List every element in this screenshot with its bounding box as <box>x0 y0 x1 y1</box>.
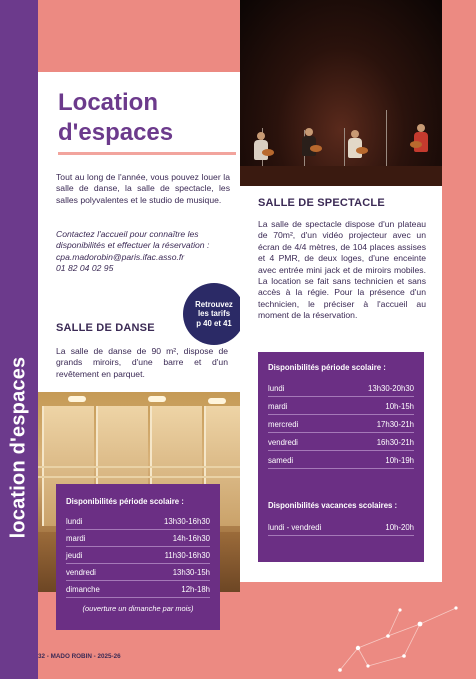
badge-line3: p 40 et 41 <box>196 318 232 328</box>
concert-photo <box>240 0 442 186</box>
schedule-hours: 13h30-15h <box>172 568 210 577</box>
schedule-hours: 10h-19h <box>385 456 414 465</box>
schedule-row <box>66 582 210 598</box>
schedule-row <box>66 531 210 547</box>
schedule-hours: 10h-20h <box>385 523 414 532</box>
badge-line2: les tarifs <box>197 309 231 319</box>
schedule-hours: 10h-15h <box>385 402 414 411</box>
schedule-row <box>268 453 414 469</box>
spectacle-description: La salle de spectacle dispose d'un plateau de 70m², d'un vidéo projecteur avec un écran de 4/4 mètres, de 104 places assises et 4 PMR, de deux loges, d'une enceinte avec entrée mini jack et de miroirs mobiles. La location se fait sans technicien et sans accès à la régie. Pour la présence d'un technicien, le préciser à l'accueil au moment de la réservation. <box>258 219 426 321</box>
schedule-hours: 11h30-16h30 <box>164 551 210 560</box>
contact-text: Contactez l'accueil pour connaître les disponibilités et effectuer la réservation : <box>56 229 210 251</box>
danse-section-title: SALLE DE DANSE <box>56 322 155 334</box>
schedule-day: vendredi <box>66 568 96 577</box>
schedule-row <box>66 548 210 564</box>
page-footer: 32 - MADO ROBIN - 2025-26 <box>38 653 121 660</box>
schedule-row <box>66 565 210 581</box>
schedule-day: samedi <box>268 456 294 465</box>
schedule-day: mardi <box>268 402 288 411</box>
contact-block <box>56 229 226 275</box>
spectacle-schedule-title: Disponibilités période scolaire : <box>268 363 386 372</box>
schedule-hours: 17h30-21h <box>376 420 414 429</box>
danse-schedule-note: (ouverture un dimanche par mois) <box>82 604 194 613</box>
page-title-line2: d'espaces <box>58 119 174 146</box>
schedule-hours: 13h30-16h30 <box>164 517 210 526</box>
badge-line1: Retrouvez <box>195 299 233 309</box>
schedule-day: lundi <box>66 517 83 526</box>
schedule-day: mardi <box>66 534 86 543</box>
schedule-row <box>66 514 210 530</box>
title-underline <box>58 152 236 155</box>
spectacle-schedule <box>258 352 424 562</box>
spectacle-section-title: SALLE DE SPECTACLE <box>258 197 385 209</box>
danse-schedule-title: Disponibilités période scolaire : <box>66 497 184 506</box>
side-title: location d'espaces <box>7 356 30 538</box>
schedule-row <box>268 417 414 433</box>
schedule-day: vendredi <box>268 438 298 447</box>
schedule-day: dimanche <box>66 585 100 594</box>
schedule-row <box>268 381 414 397</box>
contact-email[interactable]: cpa.madorobin@paris.ifac.asso.fr <box>56 251 185 262</box>
schedule-day: lundi <box>268 384 285 393</box>
contact-phone[interactable]: 01 82 04 02 95 <box>56 263 114 274</box>
schedule-row <box>268 399 414 415</box>
tarif-badge <box>183 283 245 345</box>
schedule-day: lundi - vendredi <box>268 523 322 532</box>
constellation-decoration <box>300 586 476 679</box>
danse-schedule <box>56 484 220 630</box>
schedule-hours: 14h-16h30 <box>172 534 210 543</box>
schedule-day: jeudi <box>66 551 83 560</box>
page-title-line1: Location <box>58 89 158 116</box>
intro-paragraph: Tout au long de l'année, vous pouvez louer la salle de danse, la salle de spectacle, les salles polyvalentes et le studio de musique. <box>56 172 230 205</box>
schedule-row <box>268 435 414 451</box>
danse-description: La salle de danse de 90 m², dispose de grands miroirs, d'une barre et d'un revêtement en parquet. <box>56 346 228 379</box>
schedule-hours: 12h-18h <box>181 585 210 594</box>
schedule-hours: 16h30-21h <box>376 438 414 447</box>
schedule-row <box>268 520 414 536</box>
schedule-day: mercredi <box>268 420 299 429</box>
spectacle-holiday-title: Disponibilités vacances scolaires : <box>268 501 398 510</box>
schedule-hours: 13h30-20h30 <box>368 384 414 393</box>
